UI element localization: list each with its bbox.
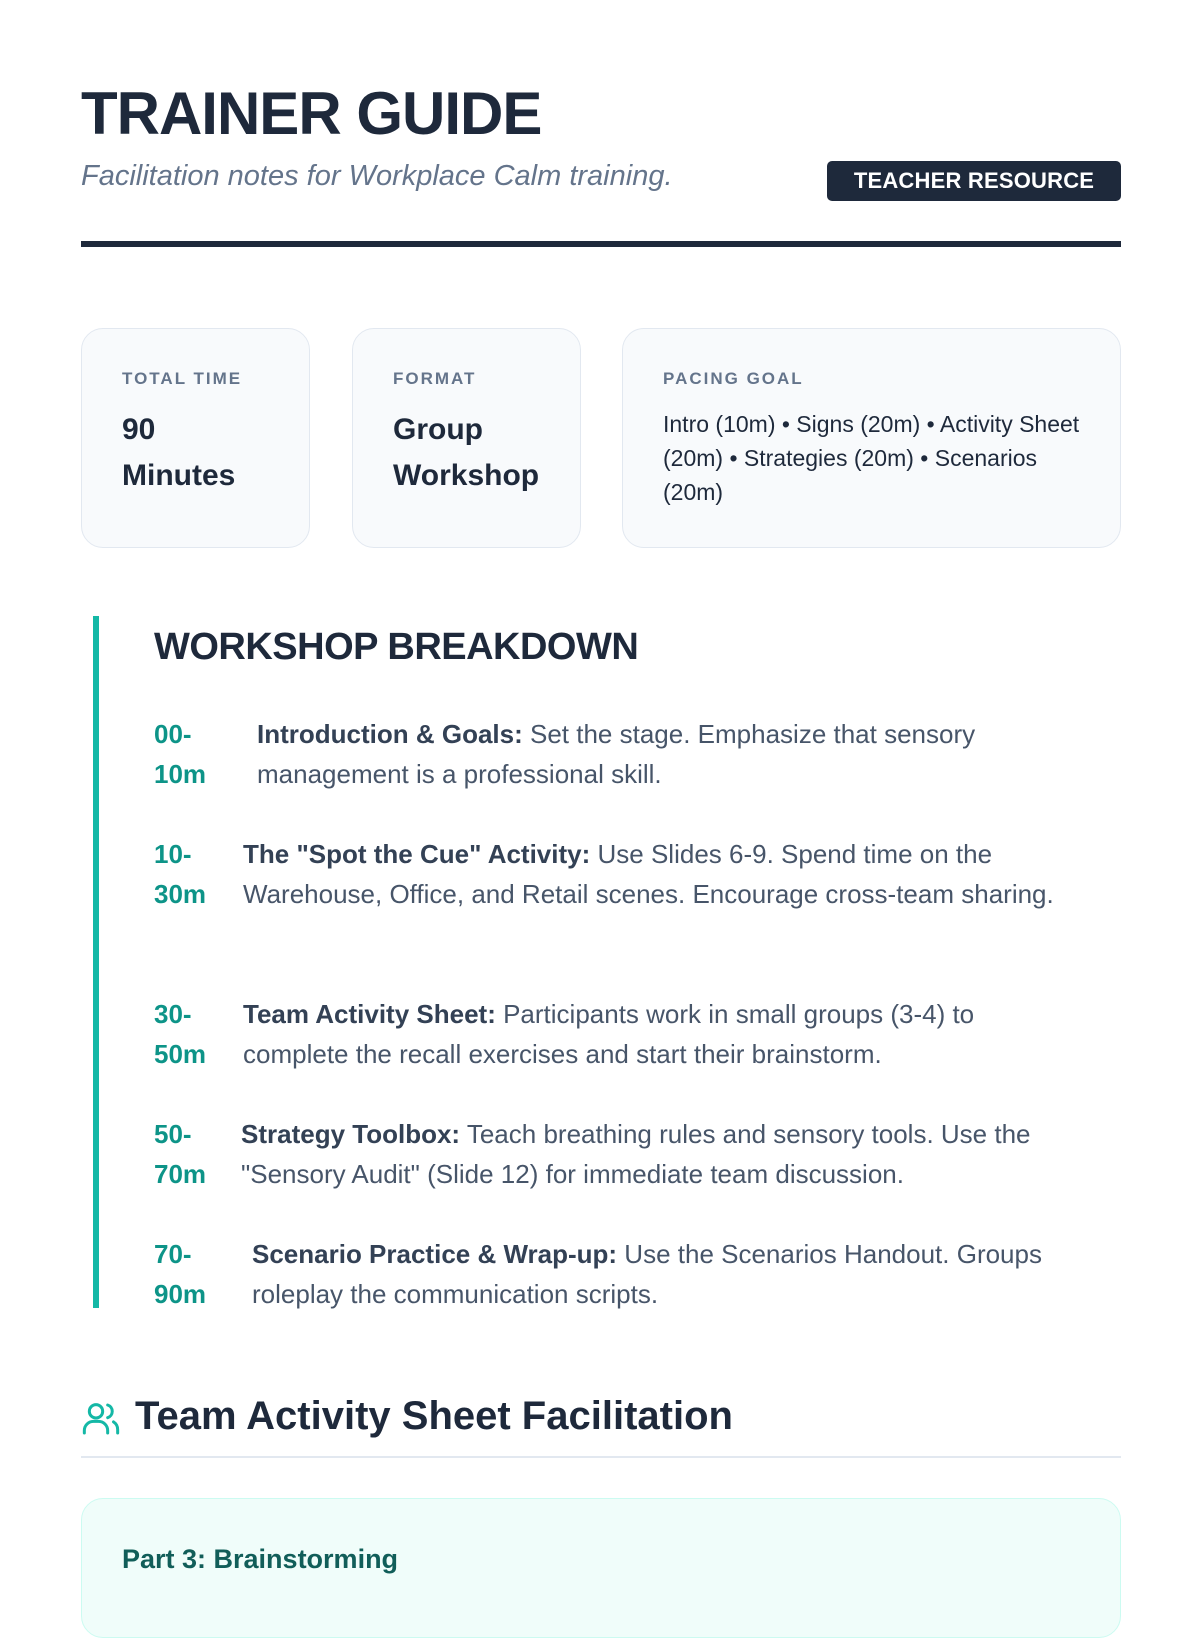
card-value: Group Workshop — [393, 413, 540, 492]
schedule-time: 30-50m — [154, 999, 207, 1069]
breakdown-accent-bar — [93, 616, 99, 1308]
page-title: TRAINER GUIDE — [81, 80, 542, 147]
card-value: Intro (10m) • Signs (20m) • Activity Sheet (20m) • Strategies (20m) • Scenarios (20m) — [663, 411, 1080, 505]
schedule-heading: Team Activity Sheet: — [243, 999, 496, 1029]
schedule-text: Teach breathing rules and sensory tools. Use the "Sensory Audit" (Slide 12) for immediate team discussion. — [241, 1119, 1031, 1189]
schedule-heading: The "Spot the Cue" Activity: — [243, 839, 591, 869]
breakdown-title: WORKSHOP BREAKDOWN — [154, 626, 639, 668]
schedule-heading: Introduction & Goals: — [257, 719, 523, 749]
pacing-goal-card — [622, 328, 1121, 548]
section-title: Team Activity Sheet Facilitation — [135, 1394, 733, 1438]
part-title: Part 3: Brainstorming — [122, 1544, 399, 1574]
page-header — [81, 78, 1121, 248]
page-subtitle: Facilitation notes for Workplace Calm training. — [81, 160, 673, 192]
format-card — [352, 328, 581, 548]
users-icon — [81, 1398, 121, 1438]
schedule-description — [243, 994, 1063, 1074]
section-header — [81, 1388, 1121, 1458]
card-value: 90 Minutes — [122, 413, 236, 492]
schedule-time: 70-90m — [154, 1239, 207, 1309]
schedule-text: Participants work in small groups (3-4) to complete the recall exercises and start their brainstorm. — [243, 999, 975, 1069]
schedule-text: Use the Scenarios Handout. Groups roleplay the communication scripts. — [252, 1239, 1042, 1309]
workshop-breakdown — [93, 616, 1121, 1308]
teacher-resource-badge: TEACHER RESOURCE — [827, 161, 1121, 201]
schedule-description — [243, 834, 1063, 914]
section-divider — [81, 1456, 1121, 1458]
card-label: TOTAL TIME — [122, 369, 243, 388]
schedule-description — [241, 1114, 1111, 1194]
total-time-card — [81, 328, 310, 548]
card-label: FORMAT — [393, 369, 477, 388]
schedule-description — [257, 714, 1047, 794]
schedule-text: Use Slides 6-9. Spend time on the Warehouse, Office, and Retail scenes. Encourage cross-team sharing. — [243, 839, 1054, 909]
schedule-text: Set the stage. Emphasize that sensory management is a professional skill. — [257, 719, 976, 789]
trainer-guide-page — [81, 0, 1121, 1600]
schedule-description — [252, 1234, 1112, 1314]
schedule-time: 10-30m — [154, 839, 207, 909]
header-divider — [81, 241, 1121, 247]
schedule-time: 00-10m — [154, 719, 207, 789]
schedule-time: 50-70m — [154, 1119, 207, 1189]
card-label: PACING GOAL — [663, 369, 804, 388]
schedule-heading: Strategy Toolbox: — [241, 1119, 461, 1149]
schedule-heading: Scenario Practice & Wrap-up: — [252, 1239, 618, 1269]
part-3-card — [81, 1498, 1121, 1638]
